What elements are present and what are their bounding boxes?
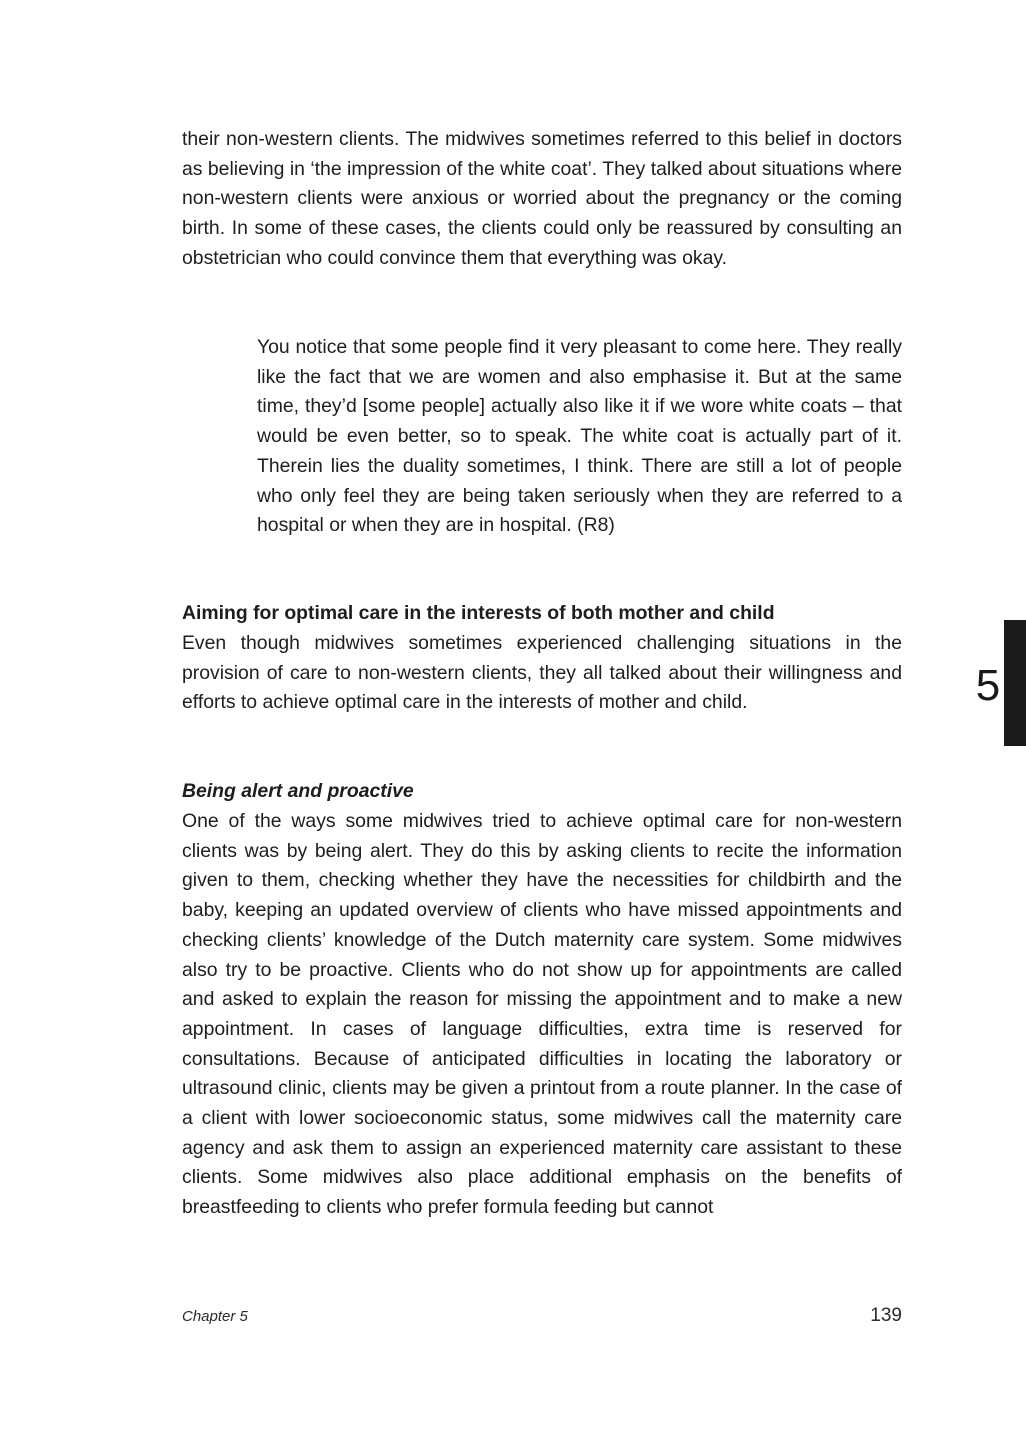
body-paragraph: Even though midwives sometimes experienced challenging situations in the provision of care to non-western clients, they all talked about their willingness and efforts to achieve optimal care in the interests of mother and child.: [182, 632, 902, 714]
chapter-tab-marker: [1004, 620, 1026, 746]
body-paragraph: One of the ways some midwives tried to achieve optimal care for non-western clients was by being alert. They do this by asking clients to recite the information given to them, checking whether they have the necessities for childbirth and the baby, keeping an updated overview of clients who have missed appointments and checking clients’ knowledge of the Dutch maternity care system. Some midwives also try to be proactive. Clients who do not show up for appointments are called and asked to explain the reason for missing the appointment and to make a new appointment. In cases of language difficulties, extra time is reserved for consultations. Because of anticipated difficulties in locating the laboratory or ultrasound clinic, clients may be given a printout from a route planner. In the case of a client with lower socioeconomic status, some midwives call the maternity care agency and ask them to assign an experienced maternity care assistant to these clients. Some midwives also place additional emphasis on the benefits of breastfeeding to clients who prefer formula feeding but cannot: [182, 810, 902, 1219]
subsection-heading: Being alert and proactive: [182, 780, 414, 802]
footer-page-number: 139: [870, 1305, 902, 1326]
chapter-tab-number: 5: [975, 661, 1001, 710]
block-quote: You notice that some people find it very pleasant to come here. They really like the fact that we are women and also emphasise it. But at the same time, they’d [some people] actually also like it if we wore white coats – that would be even better, so to speak. The white coat is actually part of it. Therein lies the duality sometimes, I think. There are still a lot of people who only feel they are being taken seriously when they are referred to a hospital or when they are in hospital. (R8): [257, 336, 902, 537]
body-paragraph: their non-western clients. The midwives sometimes referred to this belief in doctors as believing in ‘the impression of the white coat’. They talked about situations where non-western clients were anxious or worried about the pregnancy or the coming birth. In some of these cases, the clients could only be reassured by consulting an obstetrician who could convince them that everything was okay.: [182, 128, 902, 269]
footer-chapter-label: Chapter 5: [182, 1308, 248, 1325]
section-heading: Aiming for optimal care in the interests of both mother and child: [182, 602, 775, 624]
